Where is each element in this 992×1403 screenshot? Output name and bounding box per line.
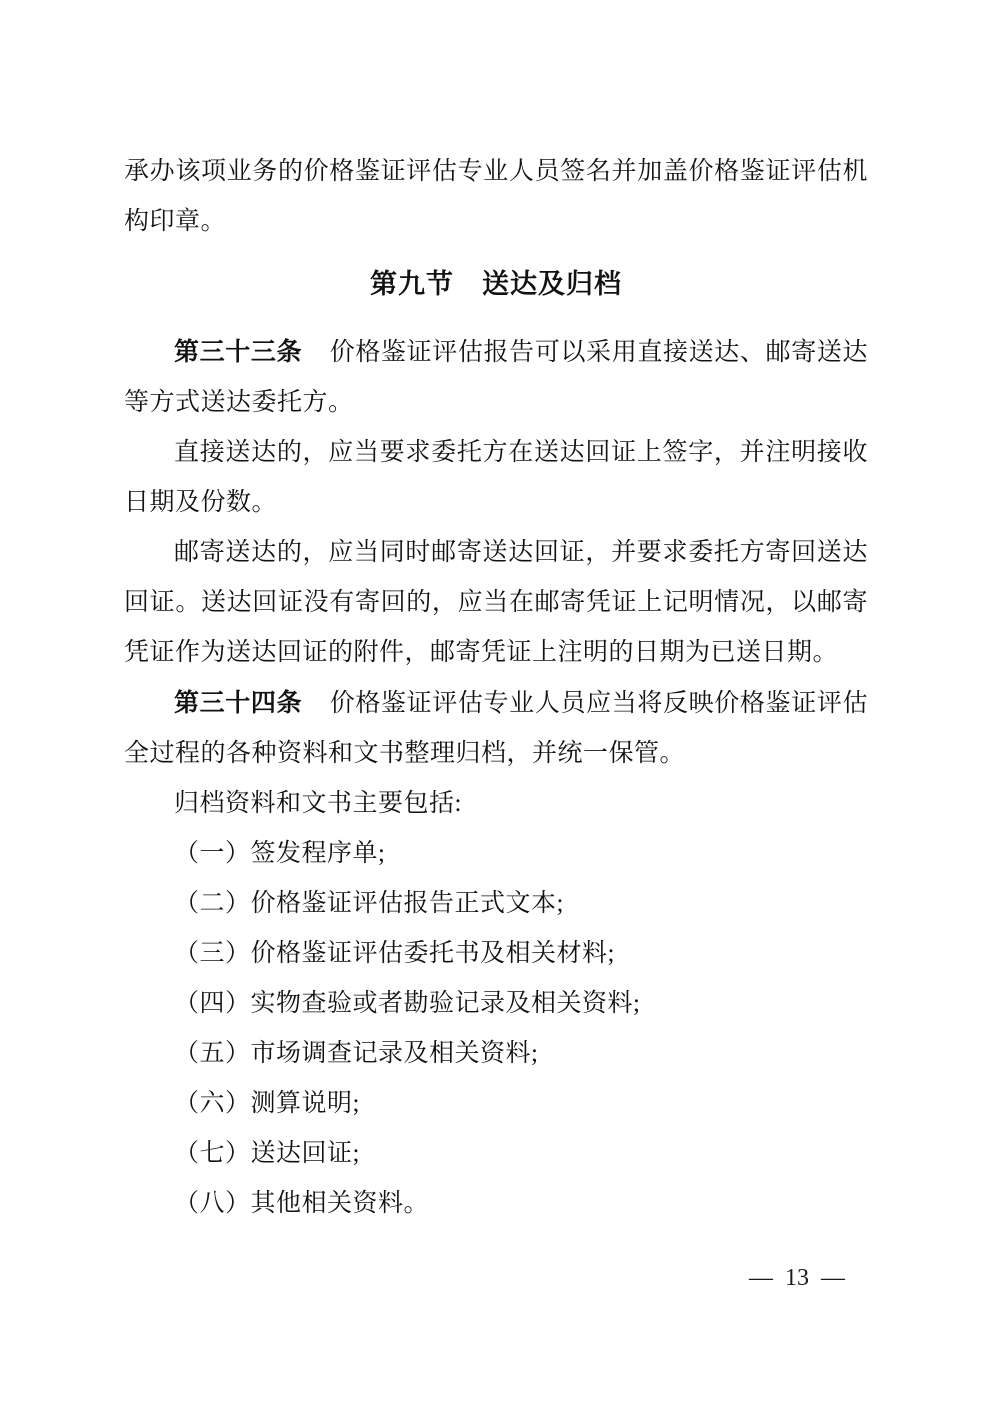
direct-delivery-paragraph: 直接送达的，应当要求委托方在送达回证上签字，并注明接收日期及份数。 <box>124 439 868 516</box>
article-33-number: 第三十三条 <box>174 338 303 366</box>
page-number: — 13 — <box>749 1265 845 1291</box>
archive-item-1: （一）签发程序单; <box>174 840 386 867</box>
archive-item-8: （八）其他相关资料。 <box>174 1190 430 1217</box>
archive-item-3: （三）价格鉴证评估委托书及相关材料; <box>174 940 615 967</box>
archive-item-4: （四）实物查验或者勘验记录及相关资料; <box>174 990 641 1017</box>
archive-item-7: （七）送达回证; <box>174 1140 360 1167</box>
archive-intro: 归档资料和文书主要包括: <box>174 790 462 817</box>
archive-item-2: （二）价格鉴证评估报告正式文本; <box>174 890 564 917</box>
article-33-text: 价格鉴证评估报告可以采用直接送达、邮寄送达等方式送达委托方。 <box>124 339 868 416</box>
section-heading: 第九节 送达及归档 <box>370 269 622 299</box>
article-34-number: 第三十四条 <box>174 689 303 717</box>
article-34-text: 价格鉴证评估专业人员应当将反映价格鉴证评估全过程的各种资料和文书整理归档，并统一保管。 <box>124 690 868 767</box>
archive-item-5: （五）市场调查记录及相关资料; <box>174 1040 539 1067</box>
article-34-paragraph <box>124 678 868 779</box>
continuation-paragraph: 承办该项业务的价格鉴证评估专业人员签名并加盖价格鉴证评估机构印章。 <box>124 158 868 235</box>
document-body <box>124 147 868 1229</box>
mail-delivery-paragraph: 邮寄送达的，应当同时邮寄送达回证，并要求委托方寄回送达回证。送达回证没有寄回的，应当在邮寄凭证上记明情况，以邮寄凭证作为送达回证的附件，邮寄凭证上注明的日期为已送日期。 <box>124 539 868 666</box>
article-33-paragraph <box>124 327 868 428</box>
archive-item-6: （六）测算说明; <box>174 1090 360 1117</box>
